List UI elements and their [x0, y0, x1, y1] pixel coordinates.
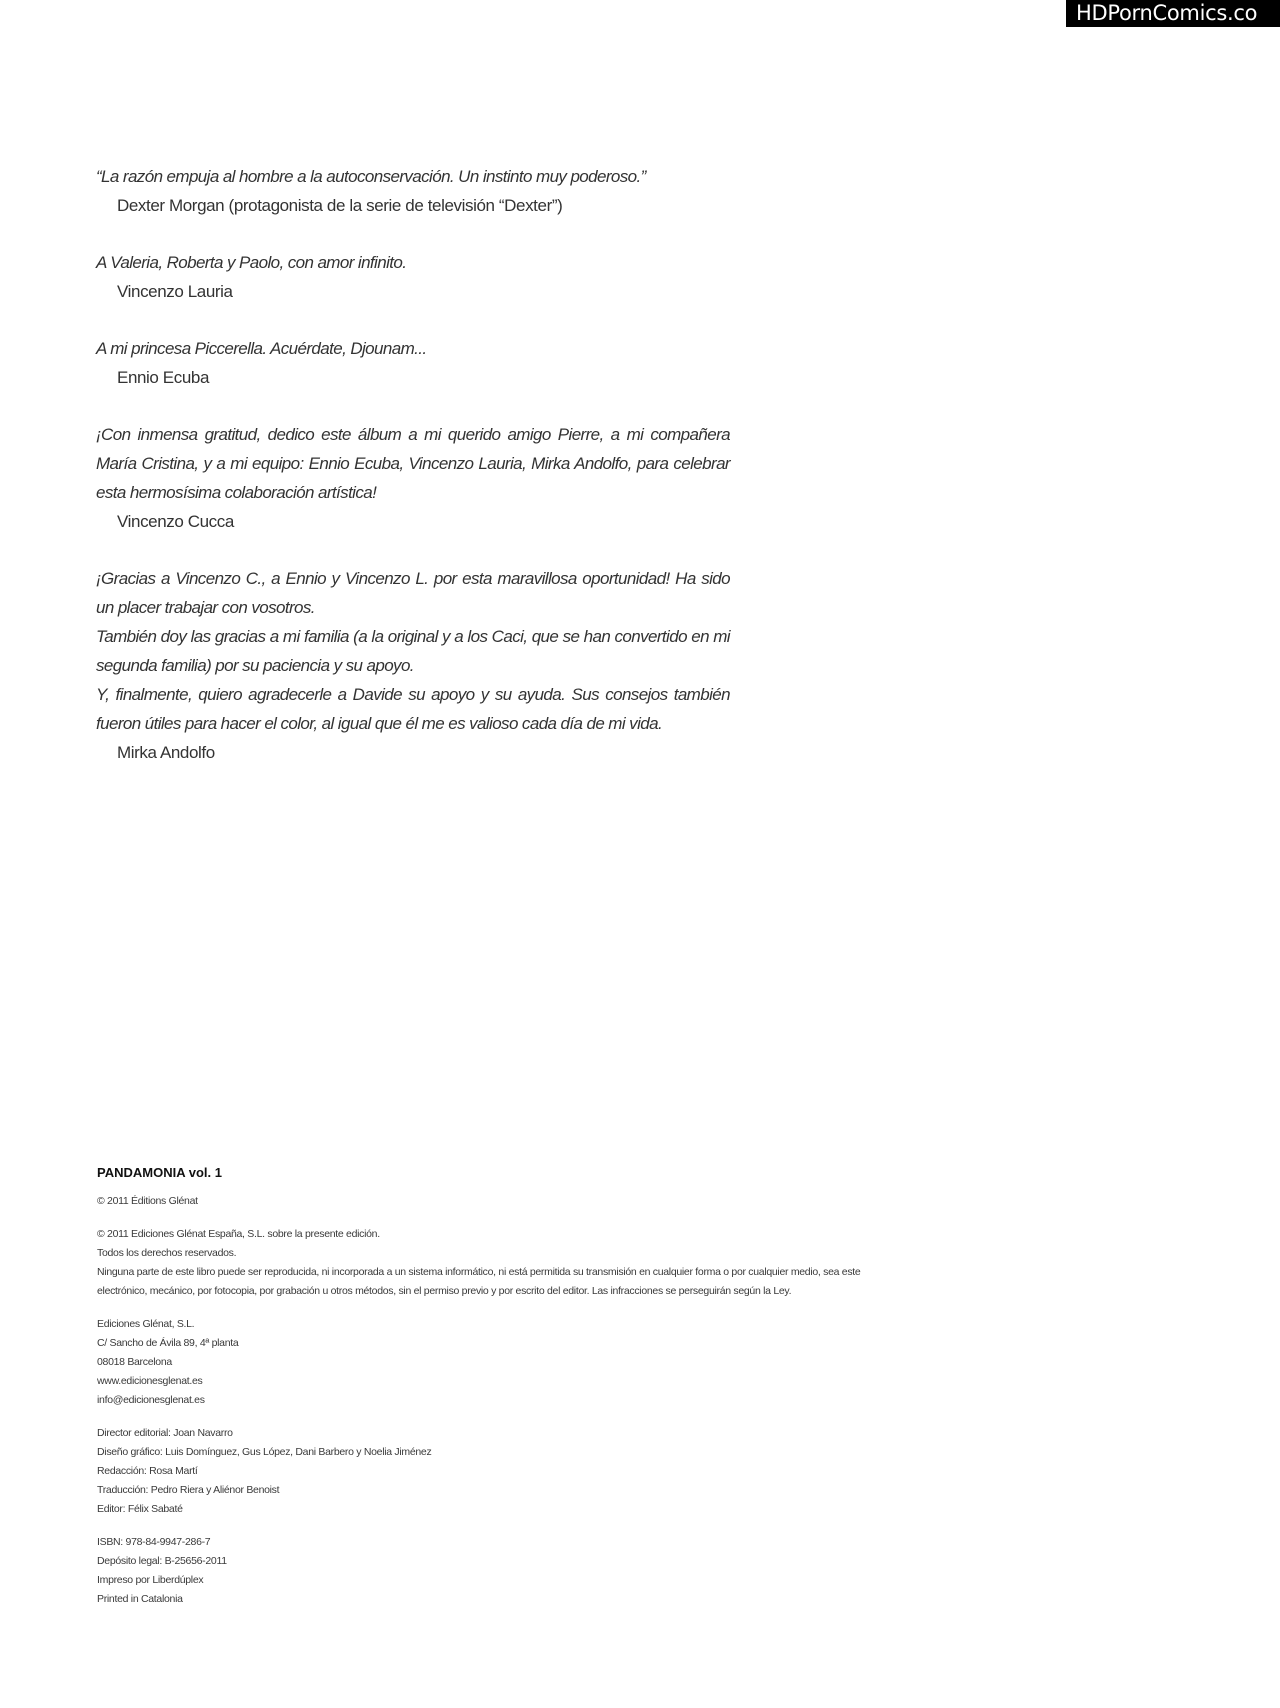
publisher-name: Ediciones Glénat, S.L.: [97, 1318, 195, 1330]
dedication-text: A mi princesa Piccerella. Acuérdate, Djounam...: [96, 339, 427, 358]
credit-line: Diseño gráfico: Luis Domínguez, Gus López, Dani Barbero y Noelia Jiménez: [97, 1446, 432, 1458]
credit-line: Editor: Félix Sabaté: [97, 1503, 183, 1515]
printed-in: Printed in Catalonia: [97, 1593, 183, 1605]
credit-line: Director editorial: Joan Navarro: [97, 1427, 233, 1439]
publisher-website: www.edicionesglenat.es: [97, 1375, 203, 1387]
dedication-lauria: [96, 248, 730, 306]
dedication-cucca: [96, 420, 730, 536]
dedication-text: “La razón empuja al hombre a la autoconservación. Un instinto muy poderoso.”: [96, 167, 646, 186]
dedication-paragraph: Y, finalmente, quiero agradecerle a Davide su apoyo y su ayuda. Sus consejos también fueron útiles para hacer el color, al igual que él me es valioso cada día de mi vida.: [96, 685, 730, 733]
dedication-text: A Valeria, Roberta y Paolo, con amor infinito.: [96, 253, 407, 272]
dedications-section: [96, 162, 730, 795]
dedication-andolfo: [96, 564, 730, 767]
dedication-author: Mirka Andolfo: [117, 743, 215, 762]
dedication-paragraph: ¡Gracias a Vincenzo C., a Ennio y Vincenzo L. por esta maravillosa oportunidad! Ha sido un placer trabajar con vosotros.: [96, 569, 730, 617]
printing-group: [97, 1533, 877, 1609]
credit-line: Traducción: Pedro Riera y Aliénor Benoist: [97, 1484, 280, 1496]
book-title: PANDAMONIA vol. 1: [97, 1165, 222, 1180]
copyright-edition: © 2011 Ediciones Glénat España, S.L. sobre la presente edición.: [97, 1228, 380, 1240]
isbn: ISBN: 978-84-9947-286-7: [97, 1536, 211, 1548]
printer: Impreso por Liberdúplex: [97, 1574, 204, 1586]
legal-group: [97, 1225, 877, 1301]
dedication-text: ¡Con inmensa gratitud, dedico este álbum a mi querido amigo Pierre, a mi compañera María Cristina, y a mi equipo: Ennio Ecuba, Vincenzo Lauria, Mirka Andolfo, para celebrar esta hermosísima colaboración artística!: [96, 425, 730, 502]
dedication-author: Ennio Ecuba: [117, 368, 210, 387]
copyright-original-group: [97, 1192, 877, 1211]
legal-deposit: Depósito legal: B-25656-2011: [97, 1555, 227, 1567]
credit-line: Redacción: Rosa Martí: [97, 1465, 198, 1477]
publisher-address: [97, 1315, 877, 1410]
legal-notice: Ninguna parte de este libro puede ser reproducida, ni incorporada a un sistema informático, ni está permitida su transmisión en cualquier forma o por cualquier medio, sea este electrónico, mecánico, por fotocopia, por grabación u otros métodos, sin el permiso previo y por escrito del editor. Las infracciones se perseguirán según la Ley.: [97, 1266, 861, 1297]
rights-reserved: Todos los derechos reservados.: [97, 1247, 237, 1259]
publisher-street: C/ Sancho de Ávila 89, 4ª planta: [97, 1337, 239, 1349]
site-watermark: HDPornComics.co: [1066, 0, 1280, 27]
dedication-author: Dexter Morgan (protagonista de la serie de televisión “Dexter”): [117, 196, 563, 215]
dedication-author: Vincenzo Lauria: [117, 282, 233, 301]
publisher-email: info@edicionesglenat.es: [97, 1394, 205, 1406]
colophon: [97, 1163, 877, 1623]
dedication-ecuba: [96, 334, 730, 392]
credits-group: [97, 1424, 877, 1519]
copyright-original: © 2011 Éditions Glénat: [97, 1195, 198, 1207]
publisher-city: 08018 Barcelona: [97, 1356, 172, 1368]
dedication-author: Vincenzo Cucca: [117, 512, 234, 531]
dedication-dexter: [96, 162, 730, 220]
dedication-paragraph: También doy las gracias a mi familia (a la original y a los Caci, que se han convertido en mi segunda familia) por su paciencia y su apoyo.: [96, 627, 730, 675]
